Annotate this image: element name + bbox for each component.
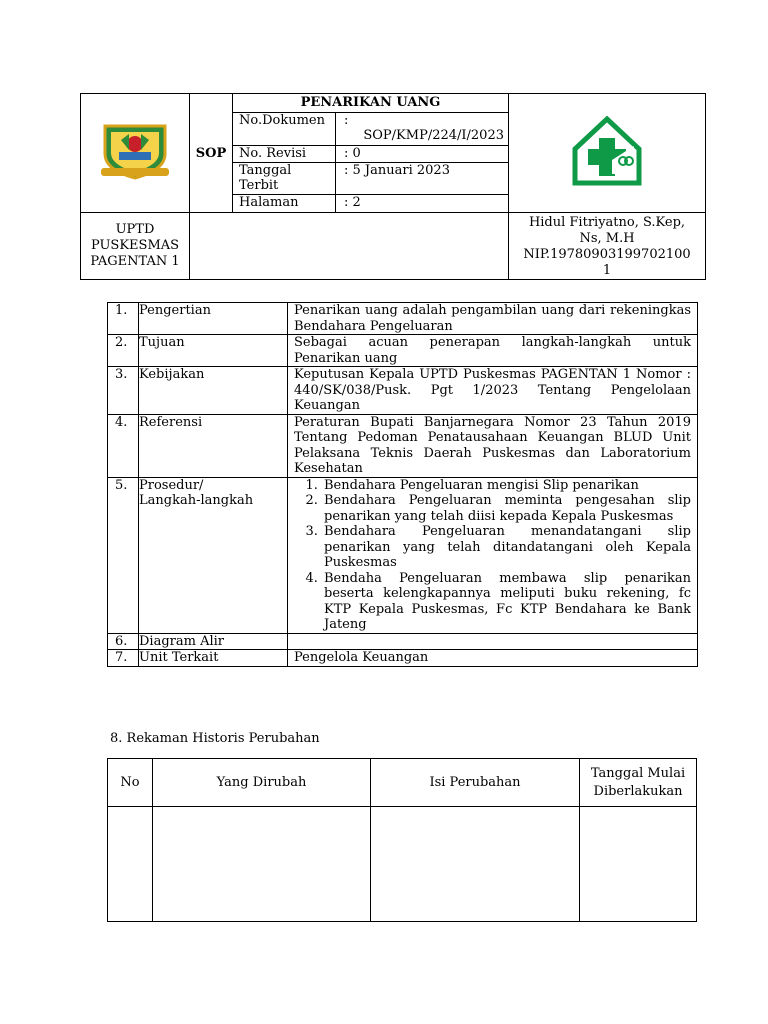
row-label: Tujuan: [139, 335, 288, 367]
row-number: 2.: [108, 335, 139, 367]
signer-name-1: Hidul Fitriyatno, S.Kep,: [528, 215, 686, 230]
sop-content-table: [107, 302, 698, 667]
col-no: No: [108, 759, 153, 807]
unit-line-1: UPTD: [115, 222, 155, 237]
sop-info-table: [233, 94, 508, 212]
procedure-steps-list: [294, 478, 691, 633]
content-row: [108, 303, 698, 335]
flow-row: [108, 633, 698, 650]
row-value: Peraturan Bupati Banjarnegara Nomor 23 Tahun 2019 Tentang Pedoman Penatausahaan Keuangan BLUD Unit Pelaksana Teknis Daerah Puskesmas dan Laboratorium Kesehatan: [288, 414, 698, 477]
procedure-step: 1. Bendahara Pengeluaran mengisi Slip penarikan: [322, 478, 691, 494]
blank-signature-cell: [190, 213, 509, 280]
history-table: [107, 758, 697, 922]
row-number: 7.: [108, 650, 139, 667]
doc-no-value: SOP/KMP/224/I/2023: [363, 127, 504, 143]
row-number: 6.: [108, 633, 139, 650]
revision-label: No. Revisi: [233, 146, 336, 162]
signer-name-2: Ns, M.H: [579, 231, 635, 246]
row-number: 4.: [108, 414, 139, 477]
row-label: Diagram Alir: [139, 633, 288, 650]
procedure-label-1: Prosedur/: [139, 477, 204, 493]
procedure-step: 4. Bendaha Pengeluaran membawa slip penarikan beserta kelengkapannya meliputi buku rekening, fc KTP Kepala Puskesmas, Fc KTP Bendahara ke Bank Jateng: [322, 571, 691, 633]
sop-title: PENARIKAN UANG: [233, 94, 508, 112]
unit-row: [108, 650, 698, 667]
unit-line-3: PAGENTAN 1: [90, 254, 180, 269]
row-value: Sebagai acuan penerapan langkah-langkah untuk Penarikan uang: [288, 335, 698, 367]
history-cell: [153, 807, 371, 922]
date-label-cell: [233, 162, 336, 195]
history-cell: [108, 807, 153, 922]
row-label: Referensi: [139, 414, 288, 477]
procedure-label-cell: [139, 477, 288, 633]
col-date-2: Diberlakukan: [593, 783, 683, 799]
date-value: : 5 Januari 2023: [336, 162, 509, 195]
procedure-step: 3. Bendahara Pengeluaran menandatangani slip penarikan yang telah ditandatangani oleh Kepala Puskesmas: [322, 524, 691, 571]
content-row: [108, 367, 698, 415]
signer-nip-2: 1: [602, 263, 612, 278]
procedure-step: 2. Bendahara Pengeluaran meminta pengesahan slip penarikan yang telah diisi kepada Kepala Puskesmas: [322, 493, 691, 524]
content-row: [108, 335, 698, 367]
col-content: Isi Perubahan: [371, 759, 580, 807]
sop-label-cell: [190, 94, 233, 213]
row-number: 1.: [108, 303, 139, 335]
procedure-label-2: Langkah-langkah: [139, 493, 254, 508]
col-date-1: Tanggal Mulai: [590, 765, 686, 781]
page-label: Halaman: [233, 195, 336, 212]
procedure-row: [108, 477, 698, 633]
unit-name-cell: [81, 213, 190, 280]
page-value: : 2: [336, 195, 509, 212]
history-heading: 8. Rekaman Historis Perubahan: [110, 731, 320, 746]
signer-cell: [509, 213, 706, 280]
row-number: 5.: [108, 477, 139, 633]
signer-nip-1: NIP.19780903199702100: [523, 247, 691, 262]
row-value: Keputusan Kepala UPTD Puskesmas PAGENTAN 1 Nomor : 440/SK/038/Pusk. Pgt 1/2023 Tentang Pengelolaan Keuangan: [288, 367, 698, 415]
procedure-steps-cell: [288, 477, 698, 633]
history-cell: [580, 807, 697, 922]
content-row: [108, 414, 698, 477]
row-value: [288, 633, 698, 650]
regency-emblem-cell: [81, 94, 190, 213]
sop-info-cell: [233, 94, 509, 213]
unit-line-2: PUSKESMAS: [90, 238, 180, 253]
doc-no-label: No.Dokumen: [233, 112, 336, 146]
sop-label: SOP: [195, 145, 227, 161]
col-changed: Yang Dirubah: [153, 759, 371, 807]
date-label-1: Tanggal: [239, 162, 292, 178]
revision-value: : 0: [336, 146, 509, 162]
col-date: [580, 759, 697, 807]
history-cell: [371, 807, 580, 922]
puskesmas-logo-cell: [509, 94, 706, 213]
history-empty-row: [108, 807, 697, 922]
puskesmas-logo-icon: [572, 116, 642, 186]
row-number: 3.: [108, 367, 139, 415]
regency-emblem-icon: [99, 120, 171, 182]
row-value: Penarikan uang adalah pengambilan uang dari rekeningkas Bendahara Pengeluaran: [288, 303, 698, 335]
row-label: Kebijakan: [139, 367, 288, 415]
row-value: Pengelola Keuangan: [288, 650, 698, 667]
doc-no-cell: [336, 112, 509, 146]
row-label: Unit Terkait: [139, 650, 288, 667]
date-label-2: Terbit: [239, 177, 279, 193]
row-label: Pengertian: [139, 303, 288, 335]
sop-header-table: [80, 93, 706, 280]
doc-no-colon: :: [344, 112, 349, 128]
